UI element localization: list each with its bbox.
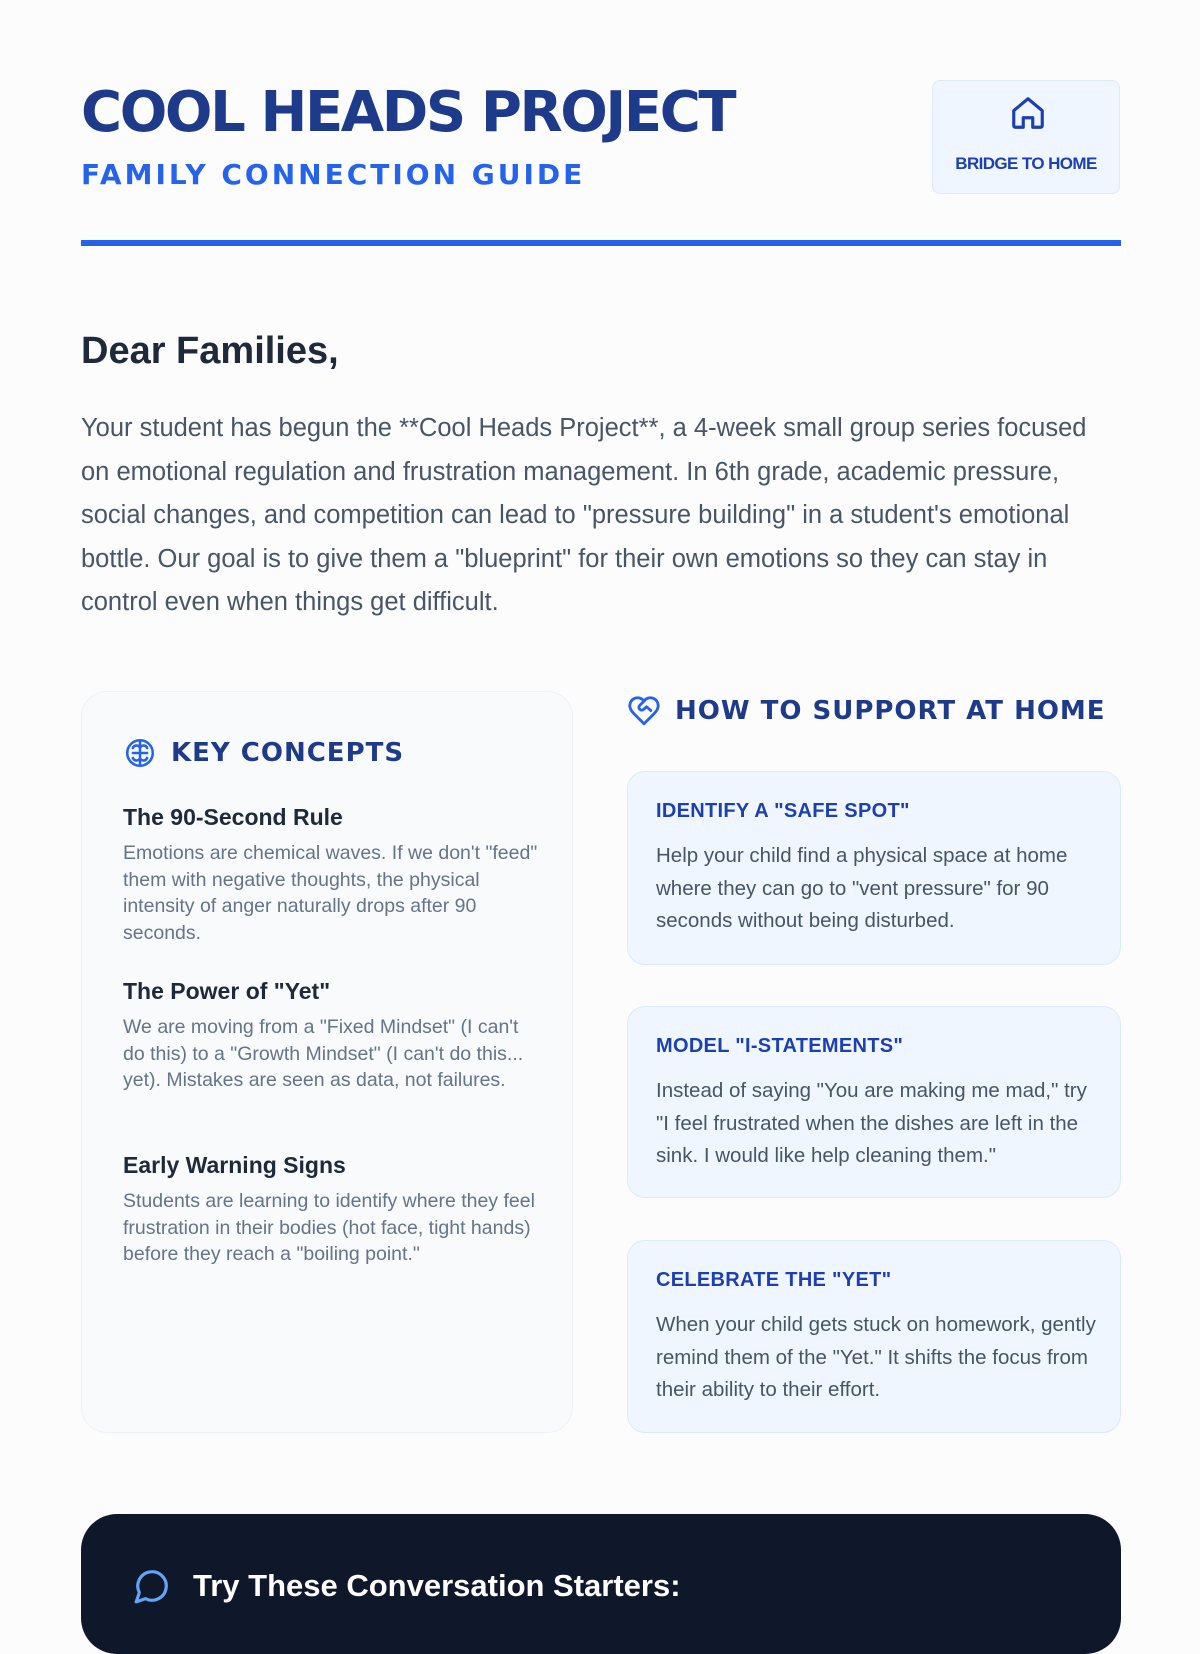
home-icon bbox=[1009, 94, 1047, 132]
message-circle-icon bbox=[133, 1567, 171, 1605]
concept-title: The 90-Second Rule bbox=[123, 804, 343, 830]
tip-title: IDENTIFY A "SAFE SPOT" bbox=[656, 800, 910, 822]
support-tip-card bbox=[627, 1006, 1121, 1198]
key-concepts-heading bbox=[123, 736, 404, 770]
page-subtitle: FAMILY CONNECTION GUIDE bbox=[81, 158, 586, 191]
concept-text: We are moving from a "Fixed Mindset" (I can't do this) to a "Growth Mindset" (I can't do this... yet). Mistakes are seen as data, not failures. bbox=[123, 1016, 524, 1091]
concept-item bbox=[123, 1150, 543, 1268]
header bbox=[81, 80, 1121, 200]
concept-text: Students are learning to identify where they feel frustration in their bodies (hot face, tight hands) before they reach a "boiling point." bbox=[123, 1190, 535, 1265]
heart-handshake-icon bbox=[627, 694, 661, 728]
support-heading-text: HOW TO SUPPORT AT HOME bbox=[675, 696, 1106, 726]
support-tip-card bbox=[627, 771, 1121, 965]
conversation-starters-heading-text: Try These Conversation Starters: bbox=[193, 1568, 681, 1603]
page-title: COOL HEADS PROJECT bbox=[81, 80, 735, 145]
tip-text: Instead of saying "You are making me mad," try "I feel frustrated when the dishes are left in the sink. I would like help cleaning them." bbox=[656, 1079, 1087, 1167]
header-divider bbox=[81, 240, 1121, 246]
bridge-to-home-label: BRIDGE TO HOME bbox=[955, 154, 1097, 173]
key-concepts-heading-text: KEY CONCEPTS bbox=[171, 738, 405, 768]
brain-icon bbox=[123, 736, 157, 770]
concept-item bbox=[123, 976, 543, 1094]
letter-greeting: Dear Families, bbox=[81, 330, 339, 372]
concept-item bbox=[123, 802, 543, 946]
tip-title: MODEL "I-STATEMENTS" bbox=[656, 1035, 904, 1057]
key-concepts-card bbox=[81, 691, 573, 1433]
concept-text: Emotions are chemical waves. If we don't "feed" them with negative thoughts, the physical intensity of anger naturally drops after 90 seconds. bbox=[123, 842, 538, 944]
conversation-starters-panel bbox=[81, 1514, 1121, 1654]
tip-title: CELEBRATE THE "YET" bbox=[656, 1269, 892, 1291]
concept-title: Early Warning Signs bbox=[123, 1152, 346, 1178]
tip-text: When your child gets stuck on homework, gently remind them of the "Yet." It shifts the focus from their ability to their effort. bbox=[656, 1313, 1096, 1401]
concept-title: The Power of "Yet" bbox=[123, 978, 331, 1004]
tip-text: Help your child find a physical space at home where they can go to "vent pressure" for 90 seconds without being disturbed. bbox=[656, 844, 1068, 932]
letter-body: Your student has begun the **Cool Heads Project**, a 4-week small group series focused on emotional regulation and frustration management. In 6th grade, academic pressure, social changes, and competition can lead to "pressure building" in a student's emotional bottle. Our goal is to give them a "blueprint" for their own emotions so they can stay in control even when things get difficult. bbox=[81, 414, 1087, 616]
bridge-to-home-badge bbox=[932, 80, 1120, 194]
support-tip-card bbox=[627, 1240, 1121, 1433]
support-heading bbox=[627, 694, 1106, 728]
conversation-starters-heading bbox=[133, 1567, 681, 1605]
